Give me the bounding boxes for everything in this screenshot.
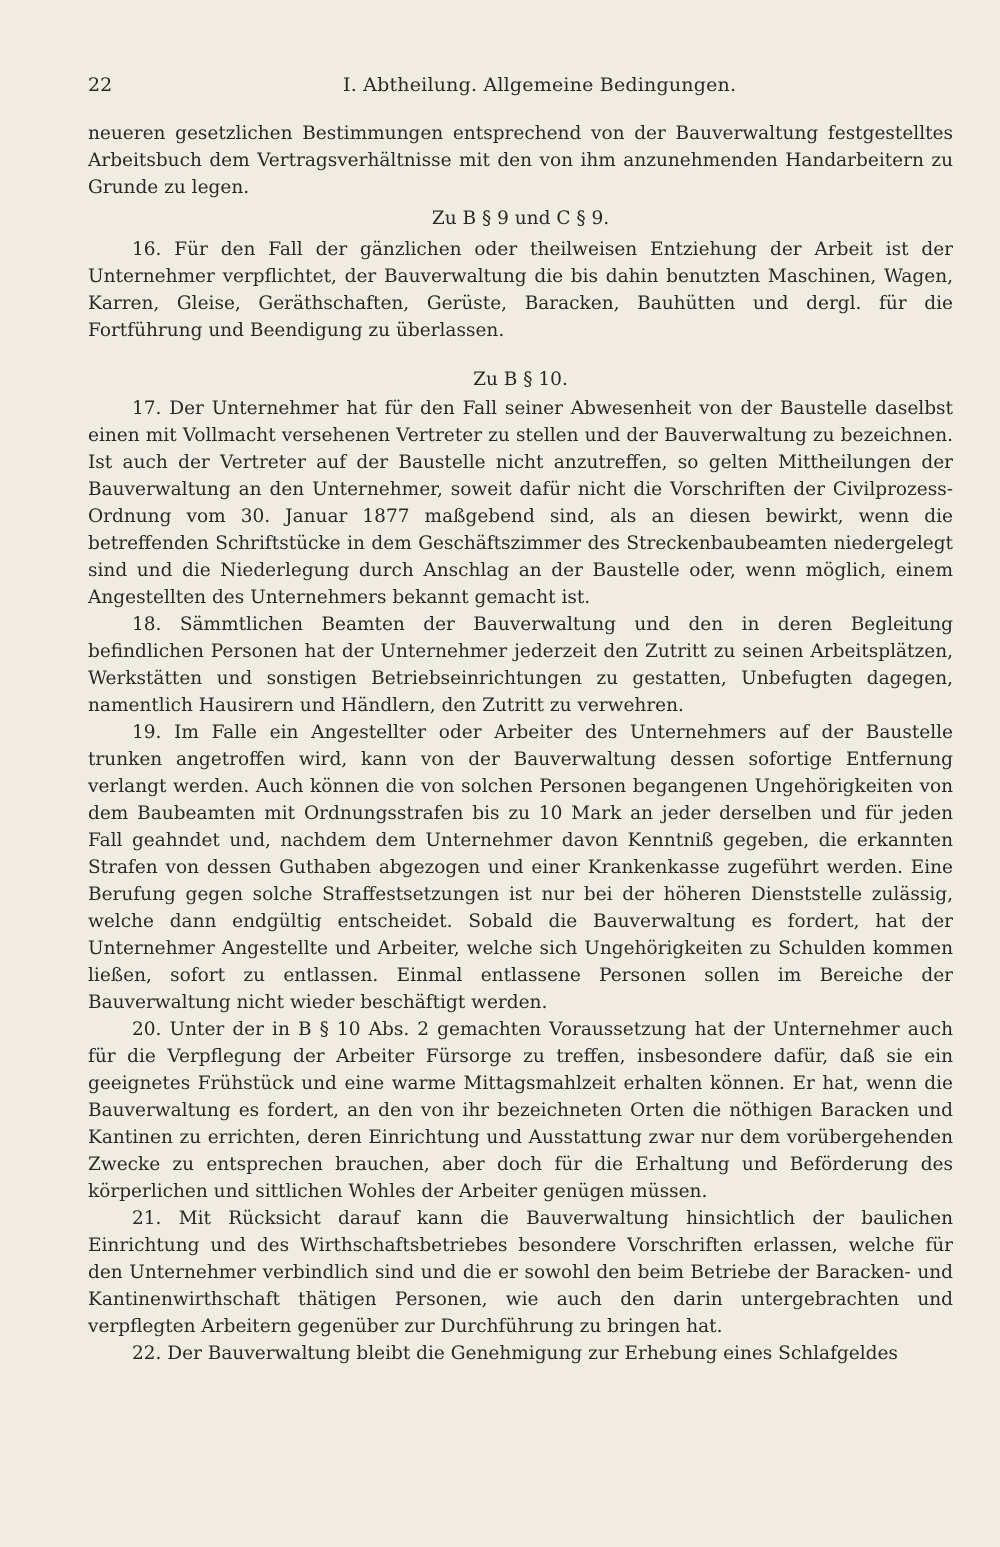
page-header [88, 70, 950, 100]
page-number: 22 [88, 74, 113, 96]
paragraph-22: 22. Der Bauverwaltung bleibt die Genehmigung zur Erhebung eines Schlafgeldes [132, 1343, 898, 1364]
paragraph-19: 19. Im Falle ein Angestellter oder Arbeiter des Unternehmers auf der Baustelle trunken angetroffen wird, kann von der Bauverwaltung dessen sofortige Entfernung verlangt werden. Auch können die von solchen Personen begangenen Ungehörigkeiten von dem Baubeamten mit Ordnungsstrafen bis zu 10 Mark an jeder derselben und für jeden Fall geahndet und, nachdem dem Unternehmer davon Kenntniß gegeben, die erkannten Strafen von dessen Guthaben abgezogen und einer Krankenkasse zugeführt werden. Eine Berufung gegen solche Straffestsetzungen ist nur bei der höheren Dienststelle zulässig, welche dann endgültig entscheidet. Sobald die Bauverwaltung es fordert, hat der Unternehmer Angestellte und Arbeiter, welche sich Ungehörigkeiten zu Schulden kommen ließen, sofort zu entlassen. Einmal entlassene Personen sollen im Bereiche der Bauverwaltung nicht wieder beschäftigt werden. [88, 722, 953, 1013]
section-heading-b9-c9: Zu B § 9 und C § 9. [431, 208, 610, 229]
running-head: I. Abtheilung. Allgemeine Bedingungen. [343, 74, 737, 96]
paragraph-17: 17. Der Unternehmer hat für den Fall seiner Abwesenheit von der Baustelle daselbst einen mit Vollmacht versehenen Vertreter zu stellen und der Bauverwaltung zu bezeichnen. Ist auch der Vertreter auf der Baustelle nicht anzutreffen, so gelten Mittheilungen der Bauverwaltung an den Unternehmer, soweit dafür nicht die Vorschriften der Civilprozess-Ordnung vom 30. Januar 1877 maßgebend sind, als an diesen bewirkt, wenn die betreffenden Schriftstücke in dem Geschäftszimmer des Streckenbaubeamten niedergelegt sind und die Niederlegung durch Anschlag an der Baustelle oder, wenn möglich, einem Angestellten des Unternehmers bekannt gemacht ist. [88, 398, 953, 608]
paragraph-20: 20. Unter der in B § 10 Abs. 2 gemachten Voraussetzung hat der Unternehmer auch für die Verpflegung der Arbeiter Fürsorge zu treffen, insbesondere dafür, daß sie ein geeignetes Frühstück und eine warme Mittagsmahlzeit erhalten können. Er hat, wenn die Bauverwaltung es fordert, an den von ihr bezeichneten Orten die nöthigen Baracken und Kantinen zu errichten, deren Einrichtung und Ausstattung zwar nur dem vorübergehenden Zwecke zu entsprechen brauchen, aber doch für die Erhaltung und Beförderung des körperlichen und sittlichen Wohles der Arbeiter genügen müssen. [88, 1019, 953, 1202]
paragraph-21: 21. Mit Rücksicht darauf kann die Bauverwaltung hinsichtlich der baulichen Einrichtung und des Wirthschaftsbetriebes besondere Vorschriften erlassen, welche für den Unternehmer verbindlich sind und die er sowohl den beim Betriebe der Baracken- und Kantinenwirthschaft thätigen Personen, wie auch den darin untergebrachten und verpflegten Arbeitern gegenüber zur Durchführung zu bringen hat. [88, 1208, 953, 1337]
body-text [88, 120, 953, 1367]
paragraph-16: 16. Für den Fall der gänzlichen oder theilweisen Entziehung der Arbeit ist der Unternehmer verpflichtet, der Bauverwaltung die bis dahin benutzten Maschinen, Wagen, Karren, Gleise, Geräthschaften, Gerüste, Baracken, Bauhütten und dergl. für die Fortführung und Beendigung zu überlassen. [88, 239, 953, 341]
section-heading-b10: Zu B § 10. [473, 369, 568, 390]
paragraph-intro: neueren gesetzlichen Bestimmungen entsprechend von der Bauverwaltung festgestelltes Arbeitsbuch dem Vertragsverhältnisse mit den von ihm anzunehmenden Handarbeitern zu Grunde zu legen. [88, 123, 953, 198]
paragraph-18: 18. Sämmtlichen Beamten der Bauverwaltung und den in deren Begleitung befindlichen Personen hat der Unternehmer jederzeit den Zutritt zu seinen Arbeitsplätzen, Werkstätten und sonstigen Betriebseinrichtungen zu gestatten, Unbefugten dagegen, namentlich Hausirern und Händlern, den Zutritt zu verwehren. [88, 614, 953, 716]
